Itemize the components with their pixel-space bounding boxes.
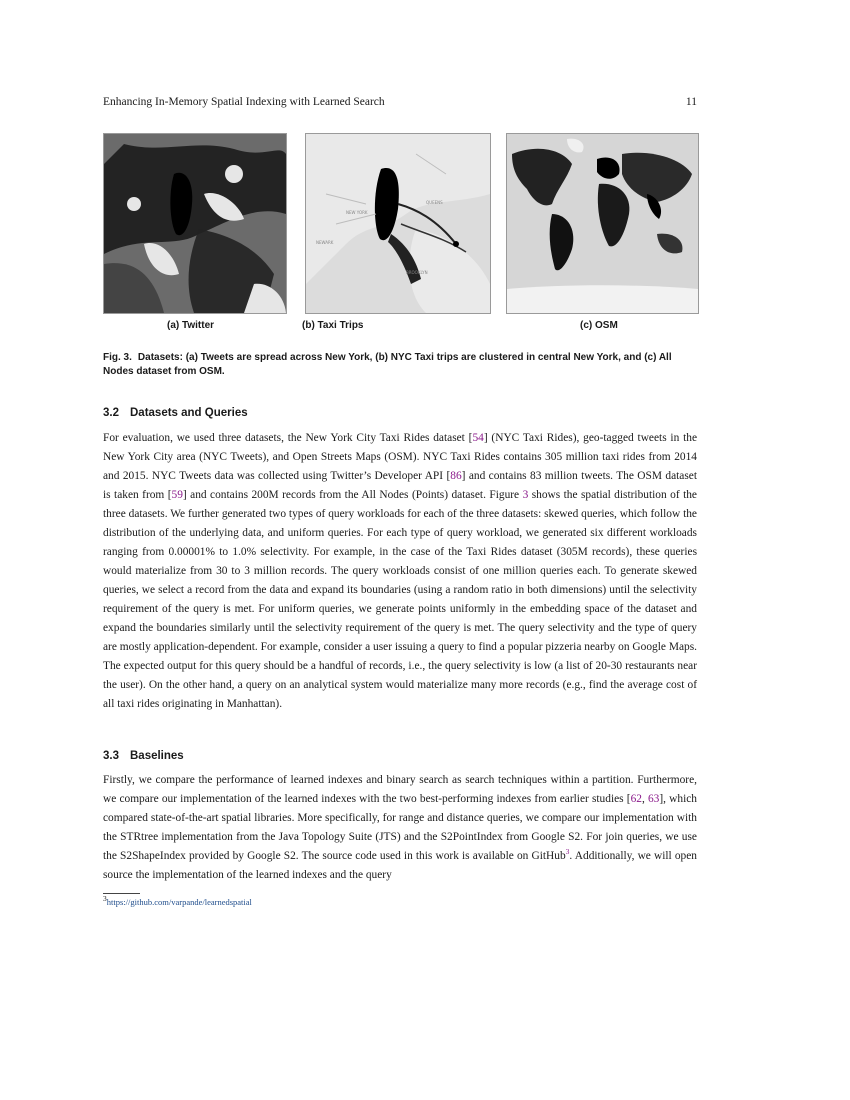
paper-page — [103, 0, 697, 1100]
page-number: 11 — [685, 96, 697, 108]
subcaption-taxi: (b) Taxi Trips — [302, 320, 364, 331]
map-label-queens: QUEENS — [426, 200, 443, 205]
figure-caption — [103, 351, 697, 379]
map-label-new-york: NEW YORK — [346, 210, 368, 215]
running-title: Enhancing In-Memory Spatial Indexing with Learned Search — [103, 96, 385, 108]
text-run: . Additionally, we will open source the implementation of the learned indexes and the query — [103, 850, 697, 881]
twitter-map-image — [104, 134, 286, 313]
citation-link[interactable]: 54 — [472, 432, 484, 444]
subcaption-twitter: (a) Twitter — [167, 320, 215, 331]
subcaption-osm: (c) OSM — [580, 320, 618, 331]
figure-reference-link[interactable]: 3 — [522, 489, 529, 501]
paragraph-datasets — [103, 429, 697, 714]
footnote-number: 3 — [103, 894, 107, 904]
section-title: Baselines — [130, 750, 184, 762]
map-label-newark: NEWARK — [316, 240, 334, 245]
citation-link[interactable]: 63 — [647, 793, 660, 805]
figure-label: Fig. 3. — [103, 352, 132, 363]
text-run: For evaluation, we used three datasets, the New York City Taxi Rides dataset [ — [103, 432, 473, 444]
text-run: Firstly, we compare the performance of learned indexes and binary search as search techniques within a partition. Furthermore, we compare our implementation of the learned indexes with the two best-performing indexes from earlier studies [ — [103, 774, 697, 805]
footnote — [103, 894, 252, 907]
paragraph-baselines — [103, 771, 697, 885]
text-run: ] and contains 200M records from the All Nodes (Points) dataset. Figure — [182, 489, 523, 501]
figure-caption-text: Datasets: (a) Tweets are spread across New York, (b) NYC Taxi trips are clustered in central New York, and (c) All Nodes dataset from OSM. — [103, 352, 672, 377]
footnote-marker-link[interactable]: 3 — [565, 847, 570, 857]
figure-osm-map — [506, 133, 699, 314]
citation-link[interactable]: 86 — [450, 470, 462, 482]
figure-twitter-map — [103, 133, 287, 314]
text-run: ] (NYC Taxi Rides), geo-tagged tweets in the New York City area (NYC Tweets), and Open Streets Maps (OSM). NYC Taxi Rides contains 305 million taxi rides from 2014 and 2015. NYC Tweets data was collected using Twitter’s Developer API [ — [103, 432, 697, 482]
section-heading-baselines — [103, 750, 184, 762]
section-number: 3.2 — [103, 407, 119, 419]
map-label-brooklyn: BROOKLYN — [406, 270, 428, 275]
section-heading-datasets — [103, 407, 248, 419]
text-run: ], which compared state-of-the-art spatial libraries. More specifically, for range and distance queries, we compare our implementation with the STRtree implementation from the Java Topology Suite (JTS) and the S2PointIndex from Google S2. For join queries, we use the S2ShapeIndex provided by Google S2. The source code used in this work is available on GitHub — [103, 793, 697, 862]
footnote-divider — [103, 893, 140, 894]
taxi-map-image — [306, 134, 490, 313]
citation-link[interactable]: 62 — [630, 793, 642, 805]
section-title: Datasets and Queries — [130, 407, 248, 419]
citation-link[interactable]: 59 — [171, 489, 183, 501]
section-number: 3.3 — [103, 750, 119, 762]
text-run: ] and contains 83 million tweets. The OSM dataset is taken from [ — [103, 470, 697, 501]
text-run: , — [641, 793, 648, 805]
osm-map-image — [507, 134, 698, 313]
running-header — [103, 96, 697, 112]
text-run: shows the spatial distribution of the three datasets. We further generated two types of query workloads for each of the three datasets: skewed queries, which follow the distribution of the underlying data, and uniform queries. For each type of query workload, we generated six different workloads ranging from 0.00001% to 1.0% selectivity. For example, in the case of the Taxi Rides dataset (305M records), these queries would materialize from 30 to 3 million records. The query workloads consist of one million queries each. To generate skewed queries, we select a record from the data and expand its boundaries (using a random ratio in both dimensions) until the selectivity requirement of the query is met. For uniform queries, we generate points uniformly in the embedding space of the dataset and expand the boundaries similarly until the selectivity requirement of the query is met. The query selectivity and the type of query are mostly application-dependent. For example, consider a user issuing a query to find a popular pizzeria nearby on Google Maps. The expected output for this query should be a handful of records, i.e., the query selectivity is low (a list of 20-30 restaurants near the user). On the other hand, a query on an analytical system would materialize many more records (e.g., find the average cost of all taxi rides originating in Manhattan). — [103, 489, 697, 710]
footnote-url-link[interactable]: https://github.com/varpande/learnedspatial — [106, 897, 252, 907]
figure-taxi-map — [305, 133, 491, 314]
